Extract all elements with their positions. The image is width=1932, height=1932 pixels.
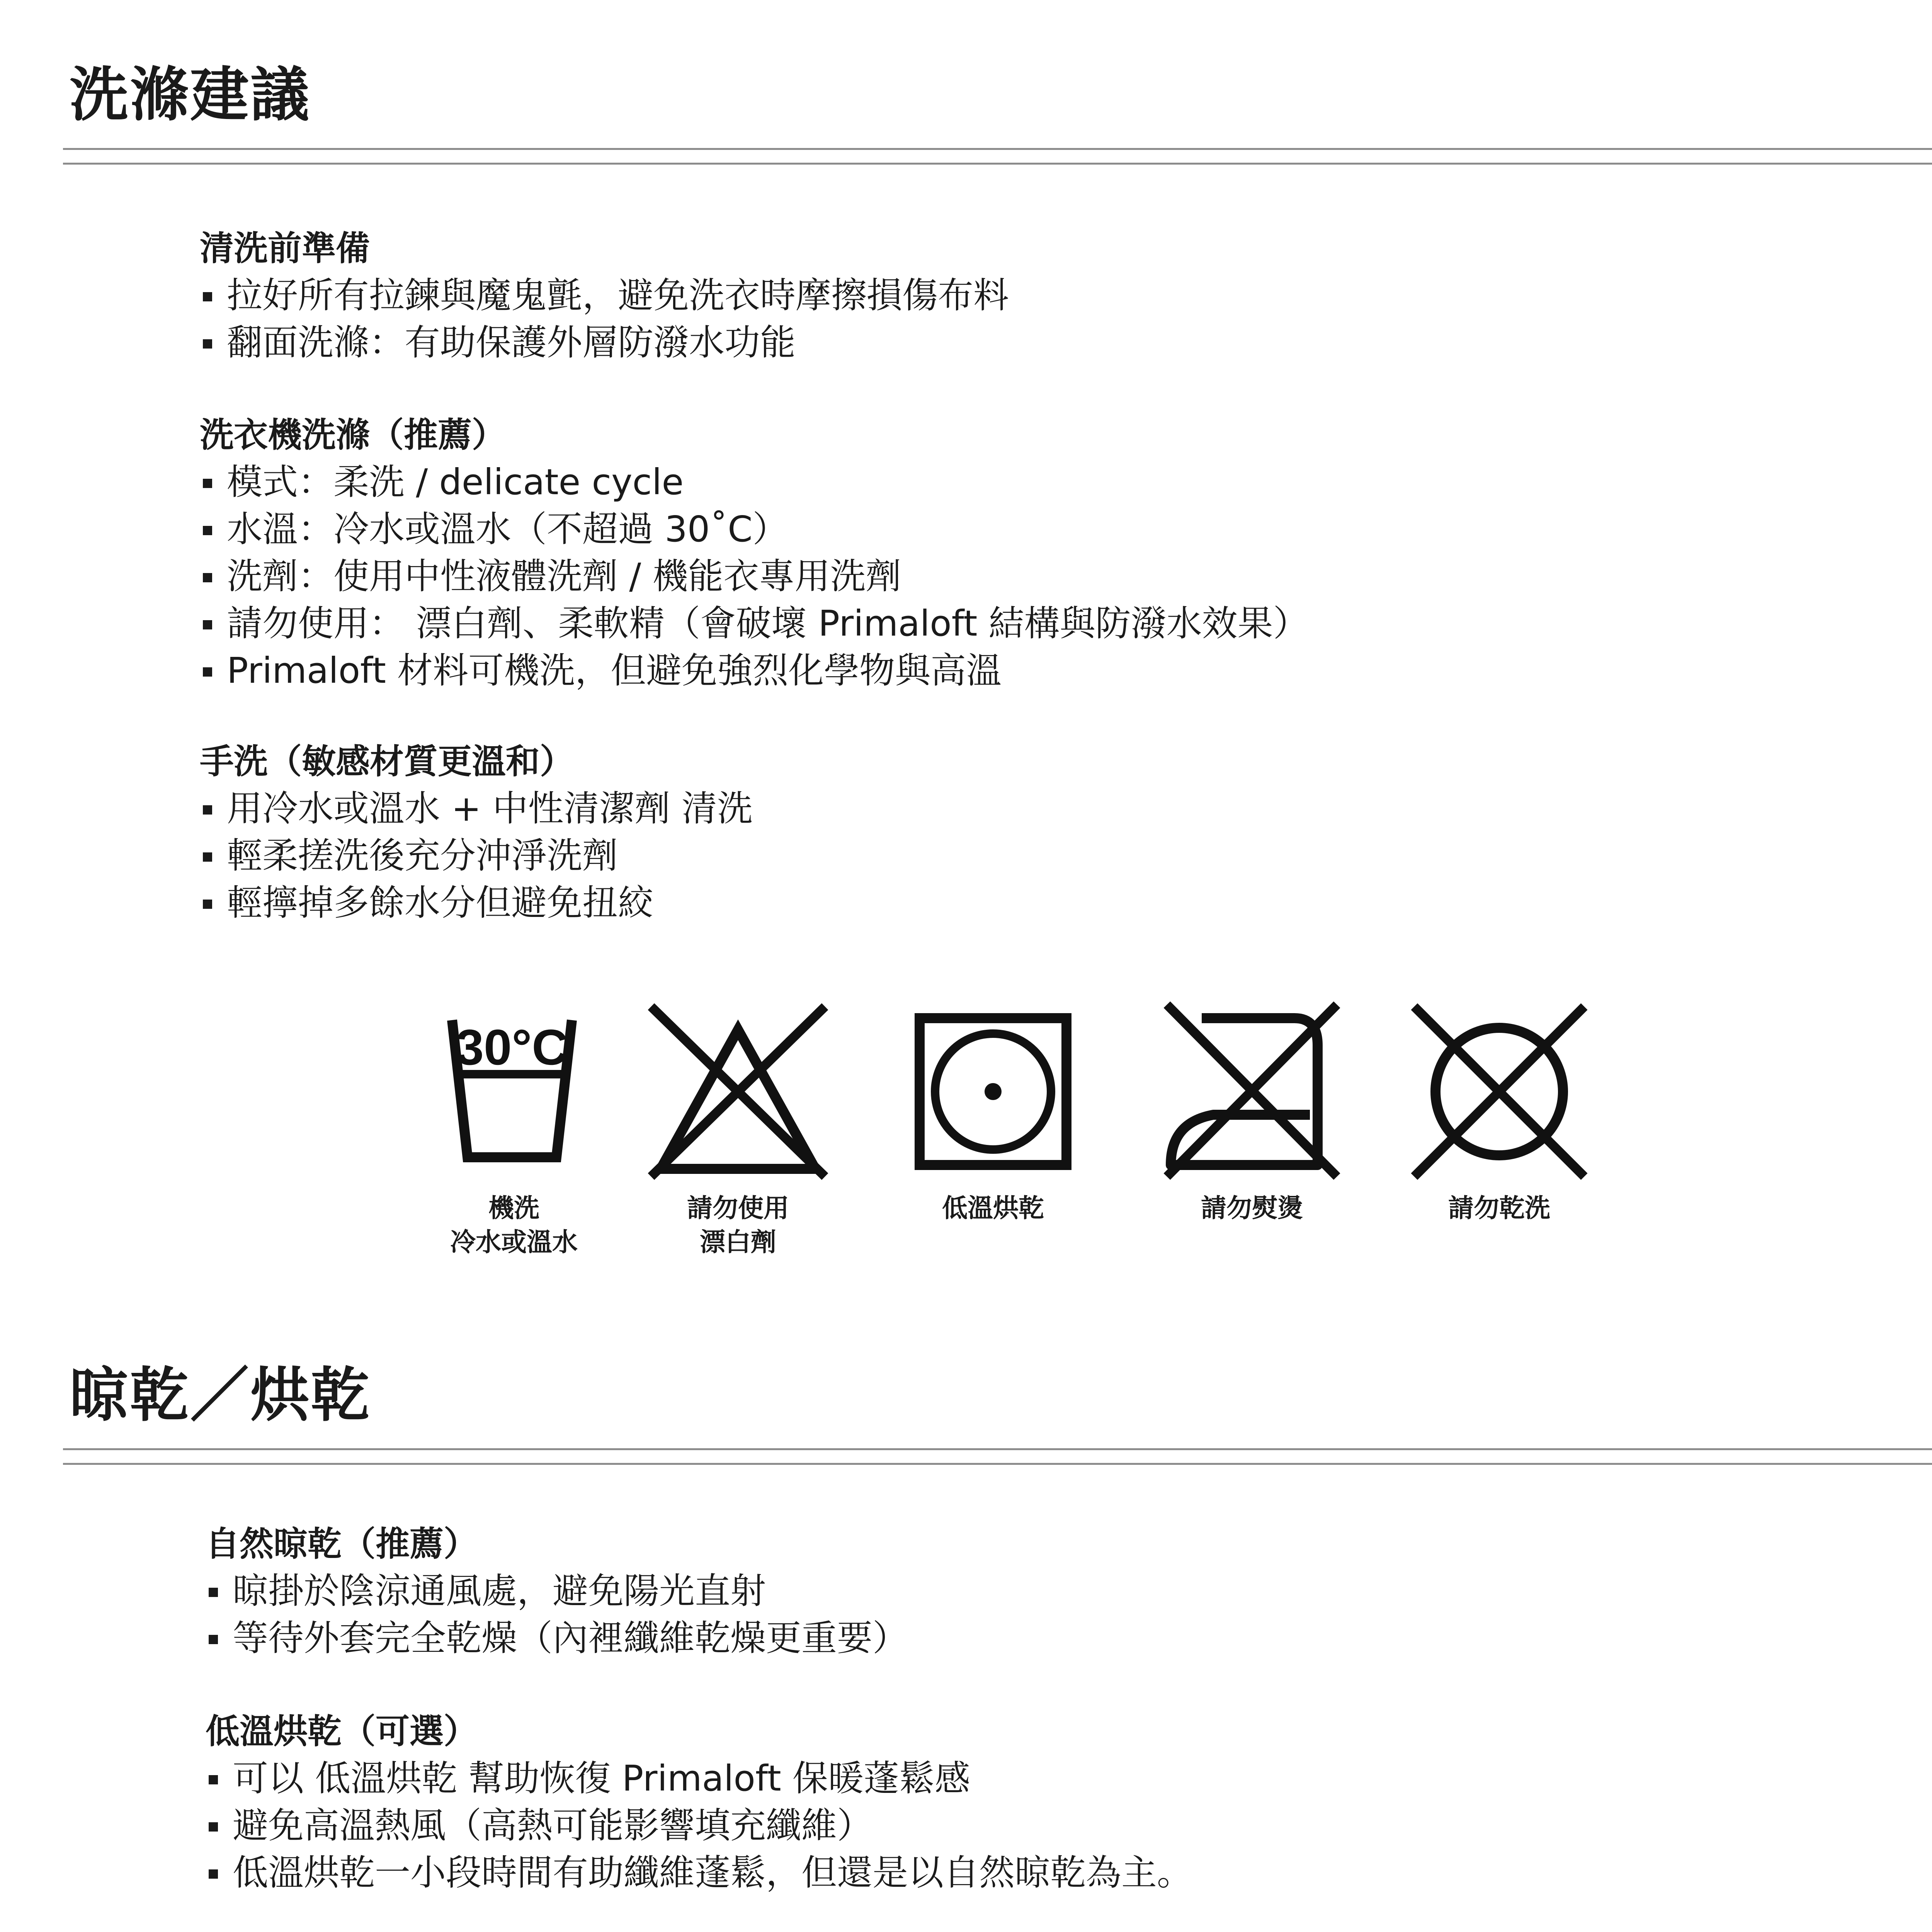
bullet-icon <box>203 620 212 629</box>
bullet-icon <box>209 1588 218 1597</box>
list-item: 低溫烘乾一小段時間有助纖維蓬鬆，但還是以自然晾乾為主。 <box>206 1849 1192 1896</box>
drying-section-title: 晾乾／烘乾 <box>70 1361 371 1429</box>
section-divider <box>63 1463 1932 1465</box>
icon-caption: 請勿使用 <box>687 1193 789 1223</box>
list-item: 用冷水或溫水 + 中性清潔劑 清洗 <box>200 785 753 832</box>
list-item: 翻面洗滌：有助保護外層防潑水功能 <box>200 319 1009 366</box>
list-item: 模式：柔洗 / delicate cycle <box>200 459 1309 506</box>
list-item: 晾掛於陰涼通風處，避免陽光直射 <box>206 1568 908 1615</box>
machine-wash-title: 洗衣機洗滌（推薦） <box>200 415 506 455</box>
bullet-icon <box>203 852 212 862</box>
icon-caption: 機洗 <box>488 1193 539 1223</box>
section-divider <box>63 1448 1932 1450</box>
icon-caption: 低溫烘乾 <box>942 1193 1044 1223</box>
care-symbols <box>386 995 1662 1265</box>
low-heat-dry-block <box>206 1708 1192 1896</box>
list-item: 輕柔搓洗後充分沖淨洗劑 <box>200 832 753 879</box>
natural-dry-list <box>206 1568 908 1662</box>
bullet-icon <box>209 1822 218 1832</box>
list-item: 請勿使用： 漂白劑、柔軟精（會破壞 Primaloft 結構與防潑水效果） <box>200 600 1309 647</box>
bullet-icon <box>203 805 212 815</box>
bullet-icon <box>209 1869 218 1879</box>
prep-title: 清洗前準備 <box>200 228 370 268</box>
section-divider <box>63 163 1932 165</box>
bullet-icon <box>203 573 212 582</box>
list-item: 避免高溫熱風（高熱可能影響填充纖維） <box>206 1802 1192 1849</box>
washing-section-title: 洗滌建議 <box>70 61 311 129</box>
list-item: 水溫：冷水或溫水（不超過 30˚C） <box>200 506 1309 553</box>
bullet-icon <box>203 900 212 909</box>
list-item: 輕擰掉多餘水分但避免扭絞 <box>200 879 753 927</box>
bullet-icon <box>203 526 212 535</box>
hand-wash-block <box>200 738 753 927</box>
prep-list <box>200 272 1009 366</box>
natural-dry-block <box>206 1520 908 1662</box>
list-item: Primaloft 材料可機洗，但避免強烈化學物與高溫 <box>200 647 1309 694</box>
icon-caption: 冷水或溫水 <box>450 1227 578 1257</box>
list-item: 等待外套完全乾燥（內裡纖維乾燥更重要） <box>206 1615 908 1662</box>
bullet-icon <box>209 1775 218 1784</box>
wash-temp-label: 30°C <box>456 1019 568 1075</box>
bullet-icon <box>203 292 212 301</box>
bullet-icon <box>203 339 212 349</box>
icon-caption: 漂白劑 <box>700 1227 776 1257</box>
low-heat-dry-list <box>206 1755 1192 1896</box>
list-item: 洗劑：使用中性液體洗劑 / 機能衣專用洗劑 <box>200 553 1309 600</box>
hand-wash-title: 手洗（敏感材質更溫和） <box>200 742 574 781</box>
hand-wash-list <box>200 785 753 927</box>
icon-caption: 請勿乾洗 <box>1448 1193 1550 1223</box>
bullet-icon <box>203 479 212 488</box>
list-item: 拉好所有拉鍊與魔鬼氈，避免洗衣時摩擦損傷布料 <box>200 272 1009 319</box>
icon-caption: 請勿熨燙 <box>1201 1193 1303 1223</box>
prep-block <box>200 225 1009 366</box>
bullet-icon <box>203 667 212 677</box>
low-heat-dry-title: 低溫烘乾（可選） <box>206 1711 478 1751</box>
machine-wash-list <box>200 459 1309 694</box>
section-divider <box>63 148 1932 150</box>
list-item: 可以 低溫烘乾 幫助恢復 Primaloft 保暖蓬鬆感 <box>206 1755 1192 1802</box>
bullet-icon <box>209 1635 218 1644</box>
natural-dry-title: 自然晾乾（推薦） <box>206 1524 478 1564</box>
machine-wash-block <box>200 412 1309 694</box>
